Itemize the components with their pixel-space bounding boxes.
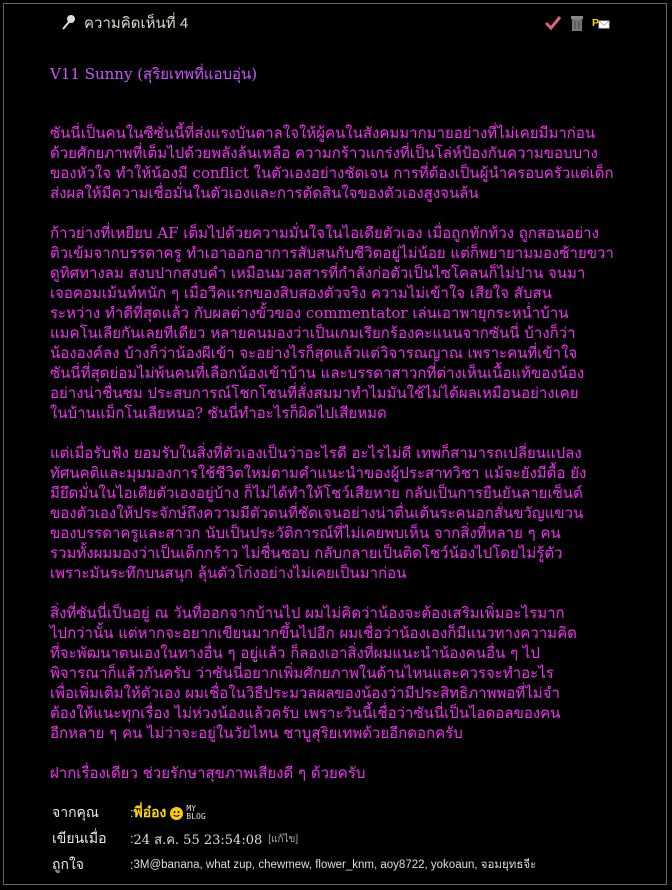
comment-subtitle: V11 Sunny (สุริยเทพที่แอบอุ่น): [50, 65, 258, 83]
comment-paragraph: ก้าวย่างที่เหยียบ AF เต็มไปด้วยความมั่นใจในไอเดียตัวเอง เมื่อถูกทักท้วง ถูกสอนอย่าง ติวเข้มจากบรรดาครู ทำเอาออกอาการสับสนกับชีวิตอยู่ไม่น้อย แต่ก็พยายามมองซ้ายขวา ดูทิศทางลม สงบปากสงบคำ เหมือนมวลสารที่กำลังก่อตัวเป็นไซโคลนก็ไม่ปาน จนมา เจอคอมเม้นท์หนัก ๆ เมื่อวีคแรกของสิบสองตัวจริง ความไม่เข้าใจ เสียใจ สับสน ระหว่าง ทำดีที่สุดแล้ว กับผลต่างขั้วของ commentator เล่นเอาพายุกระหน่ำบ้าน แมคโนเลียกันเลยทีเดียว หลายคนมองว่าเป็นเกมเรียกร้องคะแนนจากซันนี่ บ้างก็ว่า น้ององค์ลง บ้างก็ว่าน้องผีเข้า จะอย่างไรก็สุดแล้วแต่วิจารณญาณ เพราะคนที่เข้าใจ ซันนี่ที่สุดย่อมไม่พ้นคนที่เลือกน้องเข้าบ้าน และบรรดาสาวกที่ต่างเห็นเนื้อแท้ของน้อง อย่างน่าชื่นชม ประสบการณ์โชกโชนที่สั่งสมมาทำไมมันใช้ไม่ได้ผลเหมือนอย่างเคย ในบ้านแม็กโนเลียหนอ? ซันนี่ทำอะไรก็ผิดไปเสียหมด: [50, 224, 614, 422]
comment-paragraph: ซันนี่เป็นคนในซีซั่นนี้ที่ส่งแรงบันดาลใจให้ผู้คนในสังคมมากมายอย่างที่ไม่เคยมีมาก่อน ด้วยศักยภาพที่เต็มไปด้วยพลังล้นเหลือ ความกร้าวแกร่งที่เป็นโล่ห์ป้องกันความขอบบาง ของหัวใจ ทำให้น้องมี conflict ในตัวเองอย่างชัดเจน การที่ต้องเป็นผู้นำครอบครัวแต่เด็ก ส่งผลให้มีความเชื่อมั่นในตัวเองและการตัดสินใจของตัวเองสูงจนล้น: [50, 124, 614, 202]
approve-icon[interactable]: [544, 14, 562, 32]
private-message-icon[interactable]: [592, 14, 610, 32]
comment-number: ความคิดเห็นที่ 4: [84, 15, 189, 32]
my-blog-link[interactable]: MY BLOG: [186, 804, 206, 821]
comment-header: [60, 12, 188, 34]
author-row: จากคุณ : พี่อ๋อง MY BLOG: [52, 800, 536, 826]
pin-icon: [60, 14, 78, 32]
likes-row: ถูกใจ : 3M@banana, what zup, chewmew, flower_knm, aoy8722, yokoaun, จอมยุทธจีะ: [52, 852, 536, 878]
likes-list: 3M@banana, what zup, chewmew, flower_knm, aoy8722, yokoaun, จอมยุทธจีะ: [133, 859, 537, 871]
trash-icon[interactable]: [568, 14, 586, 32]
comment-meta: [52, 800, 536, 878]
date-label: เขียนเมื่อ: [52, 830, 107, 846]
edit-link[interactable]: [แก้ไข]: [268, 833, 299, 845]
comment-tools: [544, 14, 610, 32]
likes-label: ถูกใจ: [52, 856, 84, 872]
comment-body: [50, 123, 620, 803]
svg-text:P: P: [592, 17, 600, 29]
post-date: 24 ส.ค. 55 23:54:08: [133, 832, 263, 848]
comment-box: [3, 3, 667, 885]
comment-paragraph: ฝากเรื่องเดียว ช่วยรักษาสุขภาพเสียงดี ๆ ด้วยครับ: [50, 764, 366, 782]
author-name[interactable]: พี่อ๋อง: [133, 804, 167, 820]
from-label: จากคุณ: [52, 804, 99, 820]
smiley-icon: [170, 807, 183, 820]
comment-paragraph: สิ่งที่ซันนี่เป็นอยู่ ณ วันที่ออกจากบ้านไป ผมไม่คิดว่าน้องจะต้องเสริมเพิ่มอะไรมาก ไปกว่านั้น แต่หากจะอยากเขียนมากขึ้นไปอีก ผมเชื่อว่าน้องเองก็มีแนวทางความคิด ที่จะพัฒนาตนเองในทางอื่น ๆ อยู่แล้ว ก็ลองเอาสิ่งที่ผมแนะนำน้องคนอื่น ๆ ไป พิจารณาก็แล้วกันครับ ว่าซันนี่อยากเพิ่มศักยภาพในด้านไหนและควรจะทำอะไร เพื่อเพิ่มเติมให้ตัวเอง ผมเชื่อในวิธีประมวลผลของน้องว่ามีประสิทธิภาพพอที่ไม่จำ ต้องให้แนะทุกเรื่อง ไม่ห่วงน้องแล้วครับ เพราะวันนี้เชื่อว่าซันนี่เป็นไอดอลของคน อีกหลาย ๆ คน ไม่ว่าจะอยู่ในวัยไหน ชาบูสุริยเทพด้วยอีกดอกครับ: [50, 604, 577, 742]
comment-paragraph: แต่เมื่อรับฟัง ยอมรับในสิ่งที่ตัวเองเป็นว่าอะไรดี อะไรไม่ดี เทพก็สามารถเปลี่ยนแปลง ทัศนคติและมุมมองการใช้ชีวิตใหม่ตามคำแนะนำของผู้ประสาทวิชา แม้จะยังมีดื้อ ยัง มียึดมั่นในไอเดียตัวเองอยู่บ้าง ก็ไม่ได้ทำให้โชว์เสียหาย กลับเป็นการยืนยันลายเซ็นต์ ของตัวเองให้ประจักษ์ถึงความมีตัวตนที่ชัดเจนอย่างน่าตื่นเต้นระคนอกสั่นขวัญแขวน ของบรรดาครูและสาวก นับเป็นประวัติการณ์ที่ไม่เคยพบเห็น จากสิ่งที่หลาย ๆ คน รวมทั้งผมมองว่าเป็นเด็กกร้าว ไม่ชื่นชอบ กลับกลายเป็นติดโชว์น้องไปโดยไม่รู้ตัว เพราะมันระทึกบนสนุก ลุ้นตัวโก่งอย่างไม่เคยเป็นมาก่อน: [50, 444, 587, 582]
date-row: เขียนเมื่อ : 24 ส.ค. 55 23:54:08 [แก้ไข]: [52, 826, 536, 852]
